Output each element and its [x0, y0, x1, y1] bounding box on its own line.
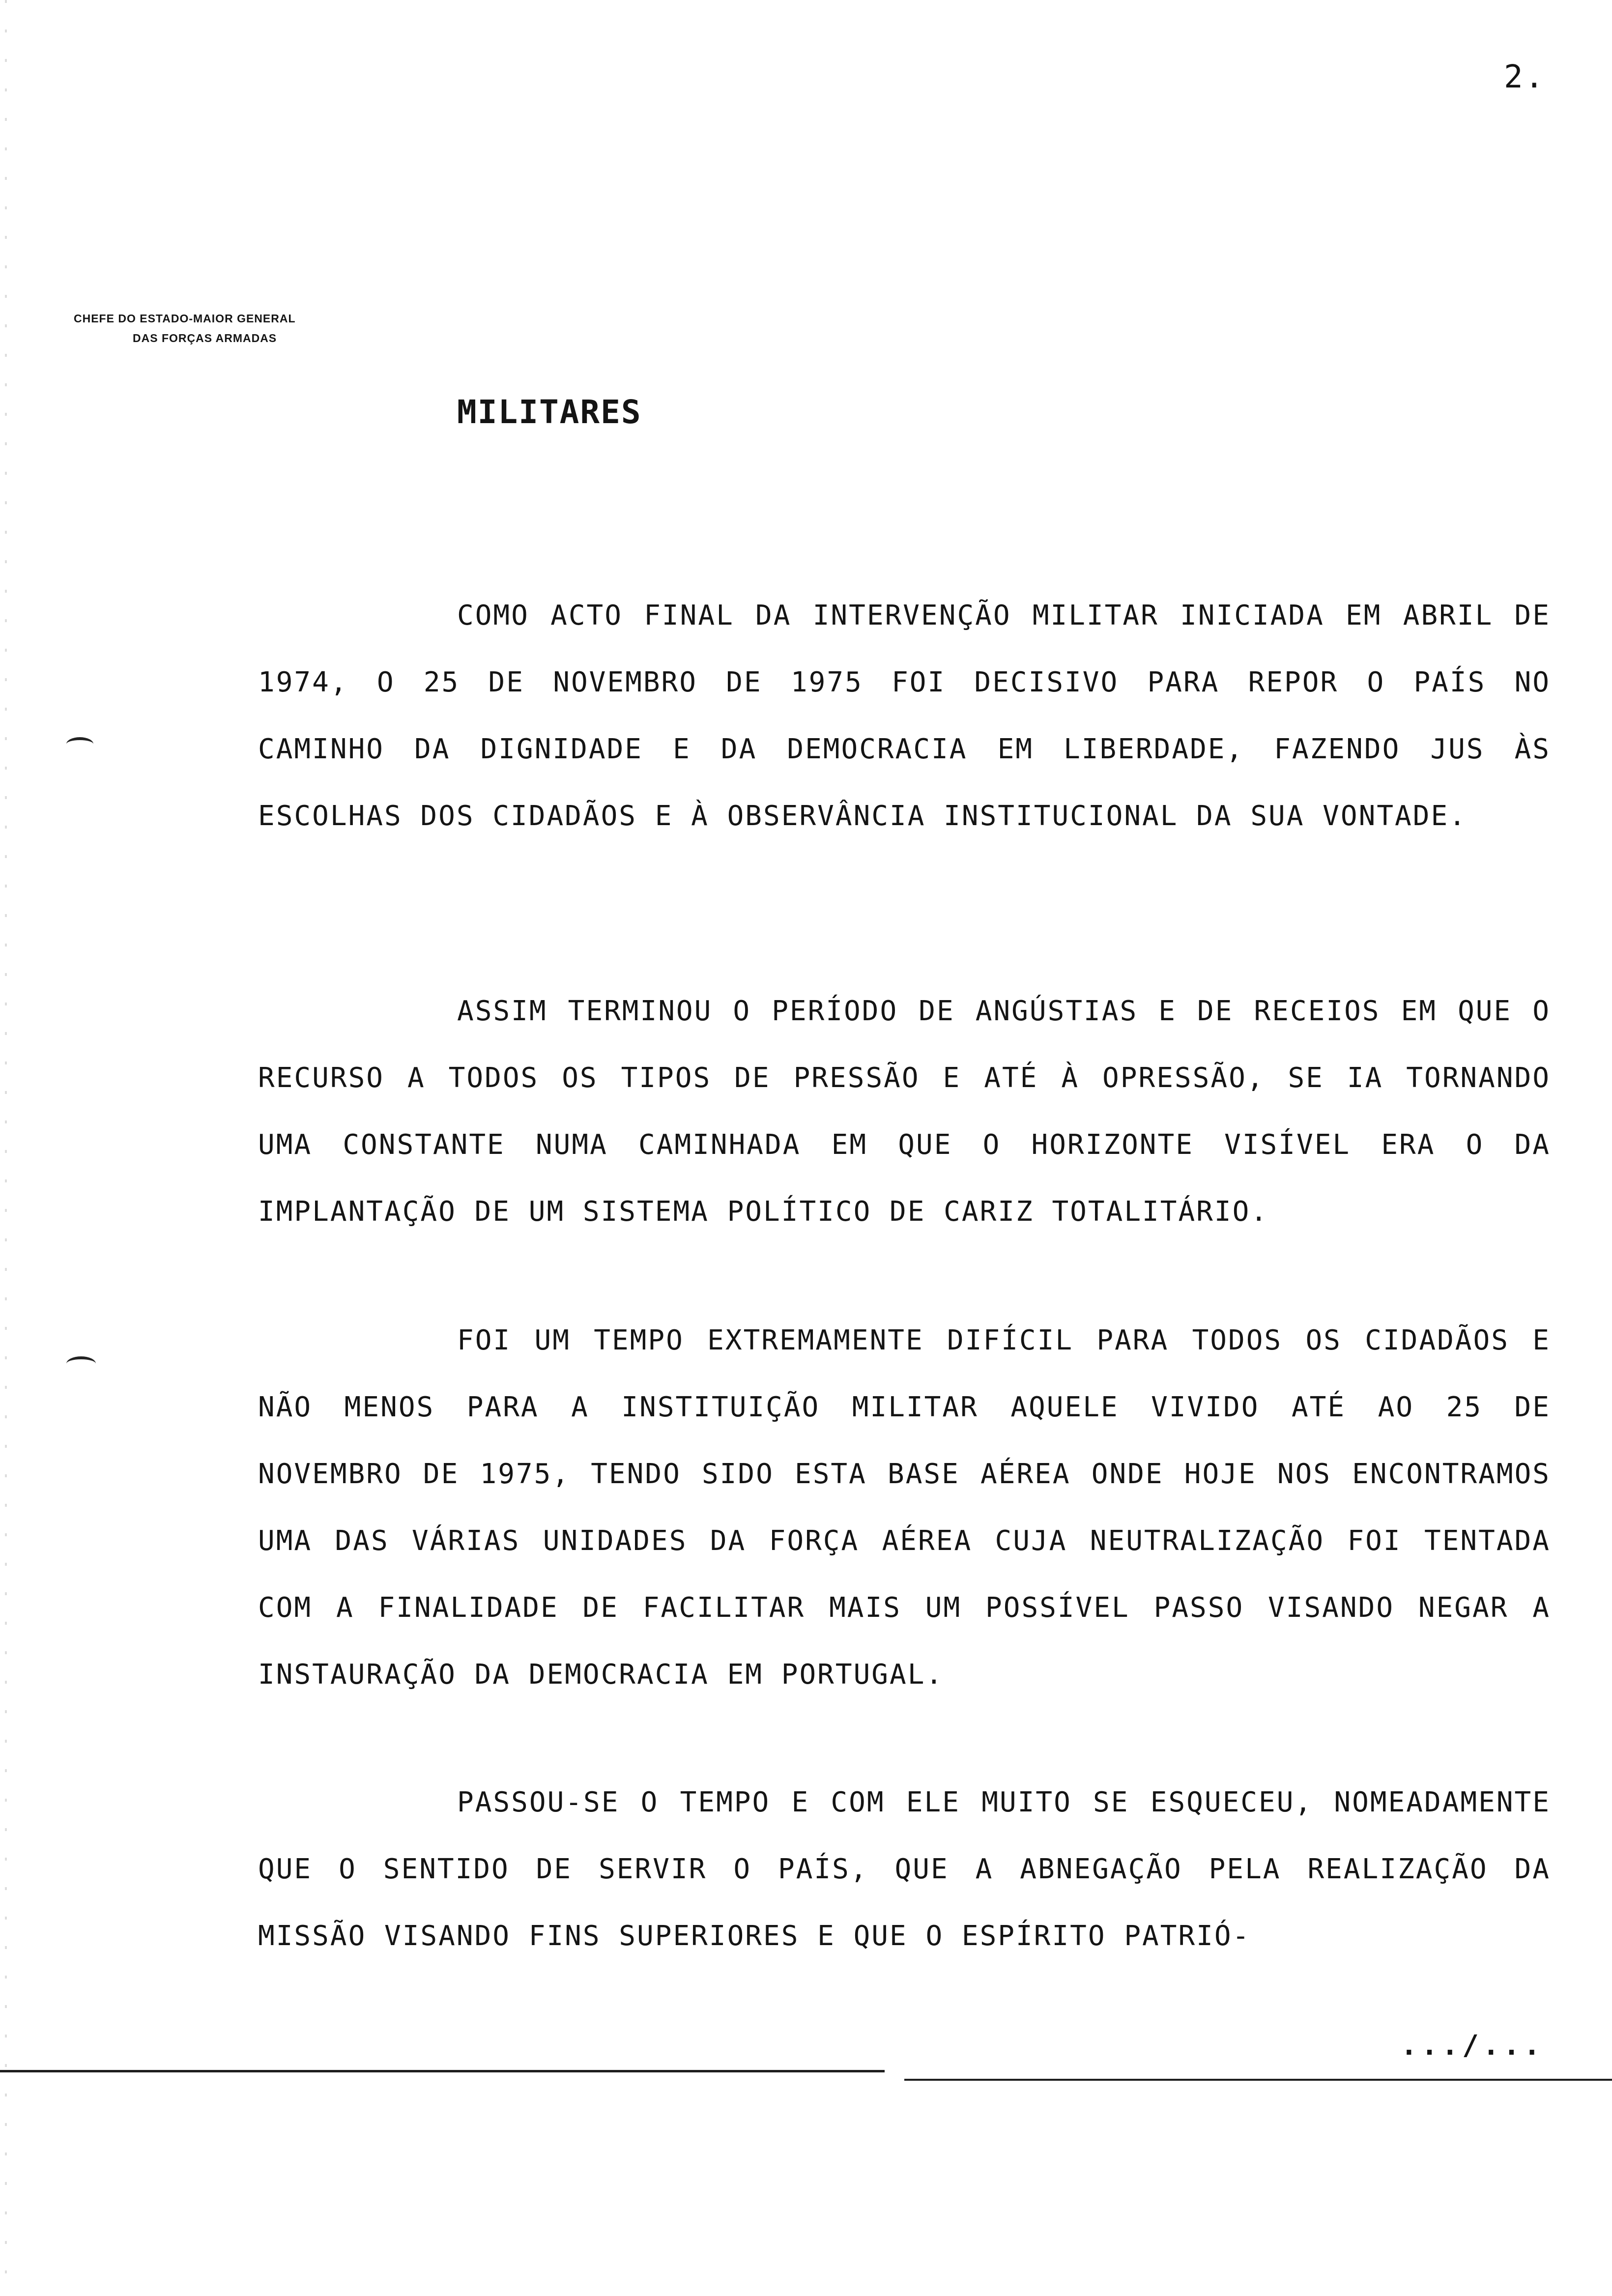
footer-rule-left [0, 2070, 885, 2072]
paragraph-4 [258, 1769, 1551, 1970]
continuation-mark: .../... [1401, 2030, 1545, 2062]
paragraph-3-text: FOI UM TEMPO EXTREMAMENTE DIFÍCIL PARA TODOS OS CIDADÃOS E NÃO MENOS PARA A INSTITUIÇÃO MILITAR AQUELE VIVIDO ATÉ AO 25 DE NOVEMBRO DE 1975, TENDO SIDO ESTA BASE AÉREA ONDE HOJE NOS ENCONTRAMOS UMA DAS VÁRIAS UNIDADES DA FORÇA AÉREA CUJA NEUTRALIZAÇÃO FOI TENTADA COM A FINALIDADE DE FACILITAR MAIS UM POSSÍVEL PASSO VISANDO NEGAR A INSTAURAÇÃO DA DEMOCRACIA EM PORTUGAL. [258, 1324, 1551, 1691]
paragraph-3 [258, 1307, 1551, 1708]
paragraph-4-text: PASSOU-SE O TEMPO E COM ELE MUITO SE ESQUECEU, NOMEADAMENTE QUE O SENTIDO DE SERVIR O PAÍS, QUE A ABNEGAÇÃO PELA REALIZAÇÃO DA MISSÃO VISANDO FINS SUPERIORES E QUE O ESPÍRITO PATRIÓ- [258, 1786, 1551, 1952]
letterhead-line-2: DAS FORÇAS ARMADAS [133, 332, 277, 344]
margin-mark [66, 1356, 96, 1371]
scan-edge-marks [5, 0, 7, 2296]
letterhead-line-1: CHEFE DO ESTADO-MAIOR GENERAL [74, 312, 296, 325]
paragraph-2 [258, 978, 1551, 1245]
page-number: 2. [1504, 59, 1546, 95]
paragraph-2-text: ASSIM TERMINOU O PERÍODO DE ANGÚSTIAS E DE RECEIOS EM QUE O RECURSO A TODOS OS TIPOS DE PRESSÃO E ATÉ À OPRESSÃO, SE IA TORNANDO UMA CONSTANTE NUMA CAMINHADA EM QUE O HORIZONTE VISÍVEL ERA O DA IMPLANTAÇÃO DE UM SISTEMA POLÍTICO DE CARIZ TOTALITÁRIO. [258, 995, 1551, 1228]
letterhead [74, 309, 418, 348]
section-title: MILITARES [457, 393, 642, 431]
paragraph-1 [258, 582, 1551, 850]
margin-mark [66, 737, 93, 751]
footer-rule-right [904, 2079, 1612, 2081]
paragraph-1-text: COMO ACTO FINAL DA INTERVENÇÃO MILITAR INICIADA EM ABRIL DE 1974, O 25 DE NOVEMBRO DE 1975 FOI DECISIVO PARA REPOR O PAÍS NO CAMINHO DA DIGNIDADE E DA DEMOCRACIA EM LIBERDADE, FAZENDO JUS ÀS ESCOLHAS DOS CIDADÃOS E À OBSERVÂNCIA INSTITUCIONAL DA SUA VONTADE. [258, 600, 1551, 832]
